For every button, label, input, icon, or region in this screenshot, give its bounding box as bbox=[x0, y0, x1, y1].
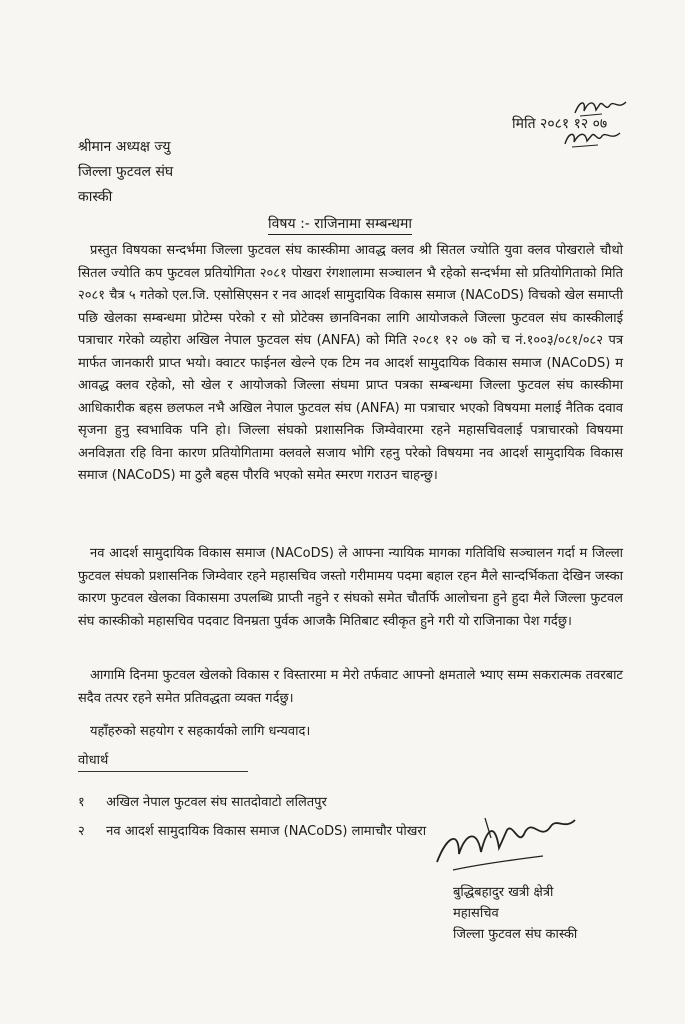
recipient-line-3: कास्की bbox=[78, 189, 113, 205]
cc-title: वोधार्थ bbox=[78, 753, 109, 768]
cc-item bbox=[78, 792, 327, 810]
letter-subject: विषय :- राजिनामा सम्बन्धमा bbox=[268, 214, 412, 235]
cc-item-number: २ bbox=[78, 824, 85, 839]
body-paragraph-4: यहाँहरुको सहयोग र सहकार्यको लागि धन्यवाद। bbox=[90, 724, 311, 739]
cc-item bbox=[78, 821, 426, 839]
body-paragraph-1: प्रस्तुत विषयका सन्दर्भमा जिल्ला फुटवल संघ कास्कीमा आवद्ध क्लव श्री सितल ज्योति युवा क्लव पोखराले चौथो सितल ज्योति कप फुटवल प्रतियोगिता २०८१ पोखरा रंगशालामा सञ्चालन भै रहेको सन्दर्भमा सो प्रतियोगिताको मिति २०८१ चैत्र ५ गतेको एल.जि. एसोसिएसन र नव आदर्श सामुदायिक विकास समाज (NACoDS) विचको खेल समाप्ती पछि खेलका सम्बन्धमा प्रोटेम्स परेको र सो प्रोटेक्स छानविनका लागि आयोजकले जिल्ला फुटवल संघ कास्कीलाई पत्राचार गरेको व्यहोरा अखिल नेपाल फुटवल संघ (ANFA) को मिति २०८१ १२ ०७ को च नं.१००३/०८१/०८२ पत्र मार्फत जानकारी प्राप्त भयो। क्वाटर फाईनल खेल्ने एक टिम नव आदर्श सामुदायिक विकास समाज (NACoDS) म आवद्ध क्लव रहेको, सो खेल र आयोजको जिल्ला संघमा प्राप्त पत्रका सम्बन्धमा जिल्ला फुटवल संघ कास्कीमा आधिकारीक बहस छलफल नभै अखिल नेपाल फुटवल संघ (ANFA) मा पत्राचार भएको विषयमा मलाई नैतिक दवाव सृजना हुनु स्वभाविक पनि हो। जिल्ला संघको प्रशासनिक जिम्वेवारमा रहने महासचिवलाई पत्राचारको विषयमा अनविज्ञता रहि विना कारण प्रतियोगितामा क्लवले सजाय भोगि रहनु परेको विषयमा नव आदर्श सामुदायिक विकास समाज (NACoDS) मा ठुलै बहस पौरवि भएको समेत स्मरण गराउन चाहन्छु। bbox=[78, 243, 623, 483]
body-paragraph-3: आगामि दिनमा फुटवल खेलको विकास र विस्तारमा म मेरो तर्फवाट आफ्नो क्षमताले भ्याए सम्म सकरात्मक तवरबाट सदैव तत्पर रहने समेत प्रतिवद्धता व्यक्त गर्दछु। bbox=[78, 668, 623, 706]
signatory-name: बुद्धिबहादुर खत्री क्षेत्री bbox=[453, 885, 554, 900]
body-paragraph-2: नव आदर्श सामुदायिक विकास समाज (NACoDS) ले आफ्ना न्यायिक मागका गतिविधि सञ्चालन गर्दा म जिल्ला फुटवल संघको प्रशासनिक जिम्वेवार रहने महासचिव जस्तो गरीमामय पदमा बहाल रहन मैले सान्दर्भिकता देखिन जस्का कारण फुटवल खेलका विकासमा उपलब्धि प्राप्ती नहुने र संघको समेत चौतर्फि आलोचना हुने हुदा मैले जिल्ला फुटवल संघ कास्कीको महासचिव पदवाट विनम्रता पुर्वक आजकै मितिबाट स्वीकृत हुने गरी यो राजिनाका पेश गर्दछु। bbox=[78, 546, 623, 629]
cc-item-text: नव आदर्श सामुदायिक विकास समाज (NACoDS) लामाचौर पोखरा bbox=[106, 824, 427, 839]
date-initial-signature-bottom bbox=[562, 128, 624, 150]
recipient-line-2: जिल्ला फुटवल संघ bbox=[78, 164, 174, 180]
cc-divider bbox=[78, 771, 248, 772]
signatory-handwritten-signature bbox=[425, 808, 585, 880]
letter-date: मिति २०८१ १२ ०७ bbox=[512, 116, 608, 132]
recipient-line-1: श्रीमान अध्यक्ष ज्यु bbox=[78, 139, 171, 155]
signatory-title: महासचिव bbox=[453, 906, 499, 921]
cc-item-text: अखिल नेपाल फुटवल संघ सातदोवाटो ललितपुर bbox=[106, 795, 327, 810]
cc-item-number: १ bbox=[78, 795, 85, 810]
signatory-organization: जिल्ला फुटवल संघ कास्की bbox=[453, 927, 578, 942]
